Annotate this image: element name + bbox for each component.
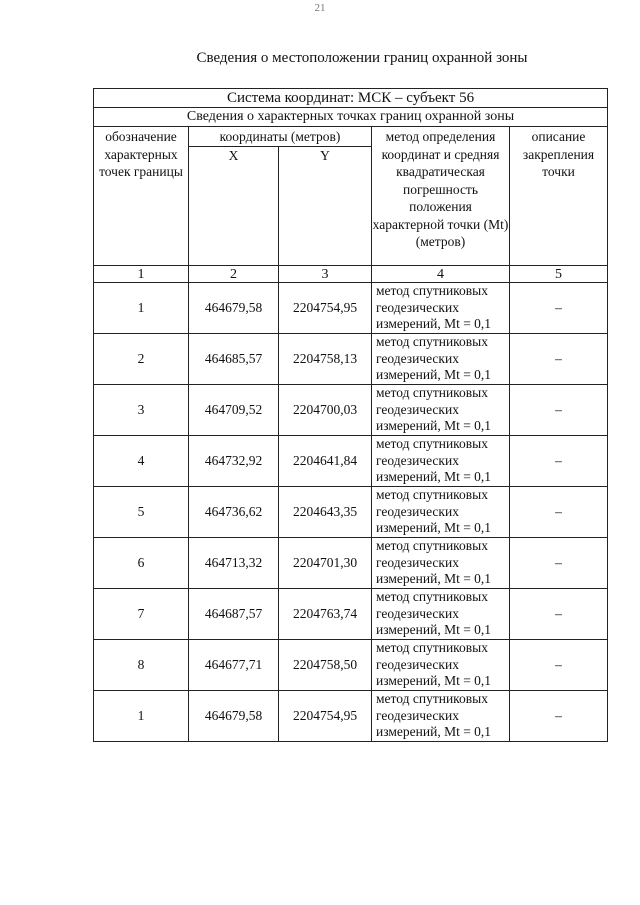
y-coordinate-cell: 2204754,95 bbox=[279, 691, 372, 742]
y-coordinate-cell: 2204763,74 bbox=[279, 589, 372, 640]
point-id-cell: 2 bbox=[94, 334, 189, 385]
header-y-spacer bbox=[279, 165, 372, 266]
method-cell: метод спутниковых геодезических измерений, Mt = 0,1 bbox=[372, 436, 510, 487]
description-cell: – bbox=[510, 334, 608, 385]
method-cell: метод спутниковых геодезических измерений, Mt = 0,1 bbox=[372, 589, 510, 640]
method-cell: метод спутниковых геодезических измерений, Mt = 0,1 bbox=[372, 385, 510, 436]
column-number: 5 bbox=[510, 266, 608, 283]
point-id-cell: 6 bbox=[94, 538, 189, 589]
description-cell: – bbox=[510, 283, 608, 334]
x-coordinate-cell: 464713,32 bbox=[189, 538, 279, 589]
x-coordinate-cell: 464687,57 bbox=[189, 589, 279, 640]
column-number: 2 bbox=[189, 266, 279, 283]
header-y: Y bbox=[279, 147, 372, 166]
table-row bbox=[94, 640, 608, 691]
y-coordinate-cell: 2204754,95 bbox=[279, 283, 372, 334]
document-title: Сведения о местоположении границ охранной зоны bbox=[196, 50, 528, 66]
column-number: 3 bbox=[279, 266, 372, 283]
method-cell: метод спутниковых геодезических измерений, Mt = 0,1 bbox=[372, 640, 510, 691]
header-method: метод определения координат и средняя квадратическая погрешность положения характерной точки (Mt) (метров) bbox=[372, 127, 510, 266]
header-coordinates: координаты (метров) bbox=[189, 127, 372, 147]
x-coordinate-cell: 464679,58 bbox=[189, 691, 279, 742]
method-cell: метод спутниковых геодезических измерений, Mt = 0,1 bbox=[372, 487, 510, 538]
x-coordinate-cell: 464736,62 bbox=[189, 487, 279, 538]
points-caption-row bbox=[94, 108, 608, 127]
method-cell: метод спутниковых геодезических измерений, Mt = 0,1 bbox=[372, 283, 510, 334]
method-cell: метод спутниковых геодезических измерений, Mt = 0,1 bbox=[372, 538, 510, 589]
table-row bbox=[94, 487, 608, 538]
method-cell: метод спутниковых геодезических измерений, Mt = 0,1 bbox=[372, 334, 510, 385]
y-coordinate-cell: 2204700,03 bbox=[279, 385, 372, 436]
header-x: X bbox=[189, 147, 279, 166]
point-id-cell: 1 bbox=[94, 691, 189, 742]
column-number-row bbox=[94, 266, 608, 283]
point-id-cell: 5 bbox=[94, 487, 189, 538]
column-number: 4 bbox=[372, 266, 510, 283]
table-row bbox=[94, 283, 608, 334]
column-number: 1 bbox=[94, 266, 189, 283]
table-row bbox=[94, 334, 608, 385]
y-coordinate-cell: 2204701,30 bbox=[279, 538, 372, 589]
x-coordinate-cell: 464679,58 bbox=[189, 283, 279, 334]
point-id-cell: 1 bbox=[94, 283, 189, 334]
point-id-cell: 4 bbox=[94, 436, 189, 487]
x-coordinate-cell: 464732,92 bbox=[189, 436, 279, 487]
description-cell: – bbox=[510, 436, 608, 487]
header-row bbox=[94, 127, 608, 147]
table-row bbox=[94, 385, 608, 436]
x-coordinate-cell: 464677,71 bbox=[189, 640, 279, 691]
description-cell: – bbox=[510, 538, 608, 589]
points-caption: Сведения о характерных точках границ охранной зоны bbox=[94, 108, 608, 127]
header-description: описание закрепления точки bbox=[510, 127, 608, 266]
table-row bbox=[94, 589, 608, 640]
point-id-cell: 7 bbox=[94, 589, 189, 640]
header-designation: обозначение характерных точек границы bbox=[94, 127, 189, 266]
y-coordinate-cell: 2204758,13 bbox=[279, 334, 372, 385]
coordinate-system-row bbox=[94, 89, 608, 108]
x-coordinate-cell: 464709,52 bbox=[189, 385, 279, 436]
y-coordinate-cell: 2204641,84 bbox=[279, 436, 372, 487]
description-cell: – bbox=[510, 487, 608, 538]
method-cell: метод спутниковых геодезических измерений, Mt = 0,1 bbox=[372, 691, 510, 742]
coordinate-system-label: Система координат: МСК – субъект 56 bbox=[94, 89, 608, 108]
description-cell: – bbox=[510, 589, 608, 640]
description-cell: – bbox=[510, 640, 608, 691]
table-row bbox=[94, 436, 608, 487]
point-id-cell: 3 bbox=[94, 385, 189, 436]
page-number: 21 bbox=[314, 2, 326, 14]
table-row bbox=[94, 691, 608, 742]
y-coordinate-cell: 2204758,50 bbox=[279, 640, 372, 691]
x-coordinate-cell: 464685,57 bbox=[189, 334, 279, 385]
point-id-cell: 8 bbox=[94, 640, 189, 691]
description-cell: – bbox=[510, 691, 608, 742]
description-cell: – bbox=[510, 385, 608, 436]
boundary-points-table bbox=[93, 88, 608, 742]
y-coordinate-cell: 2204643,35 bbox=[279, 487, 372, 538]
table-row bbox=[94, 538, 608, 589]
header-x-spacer bbox=[189, 165, 279, 266]
